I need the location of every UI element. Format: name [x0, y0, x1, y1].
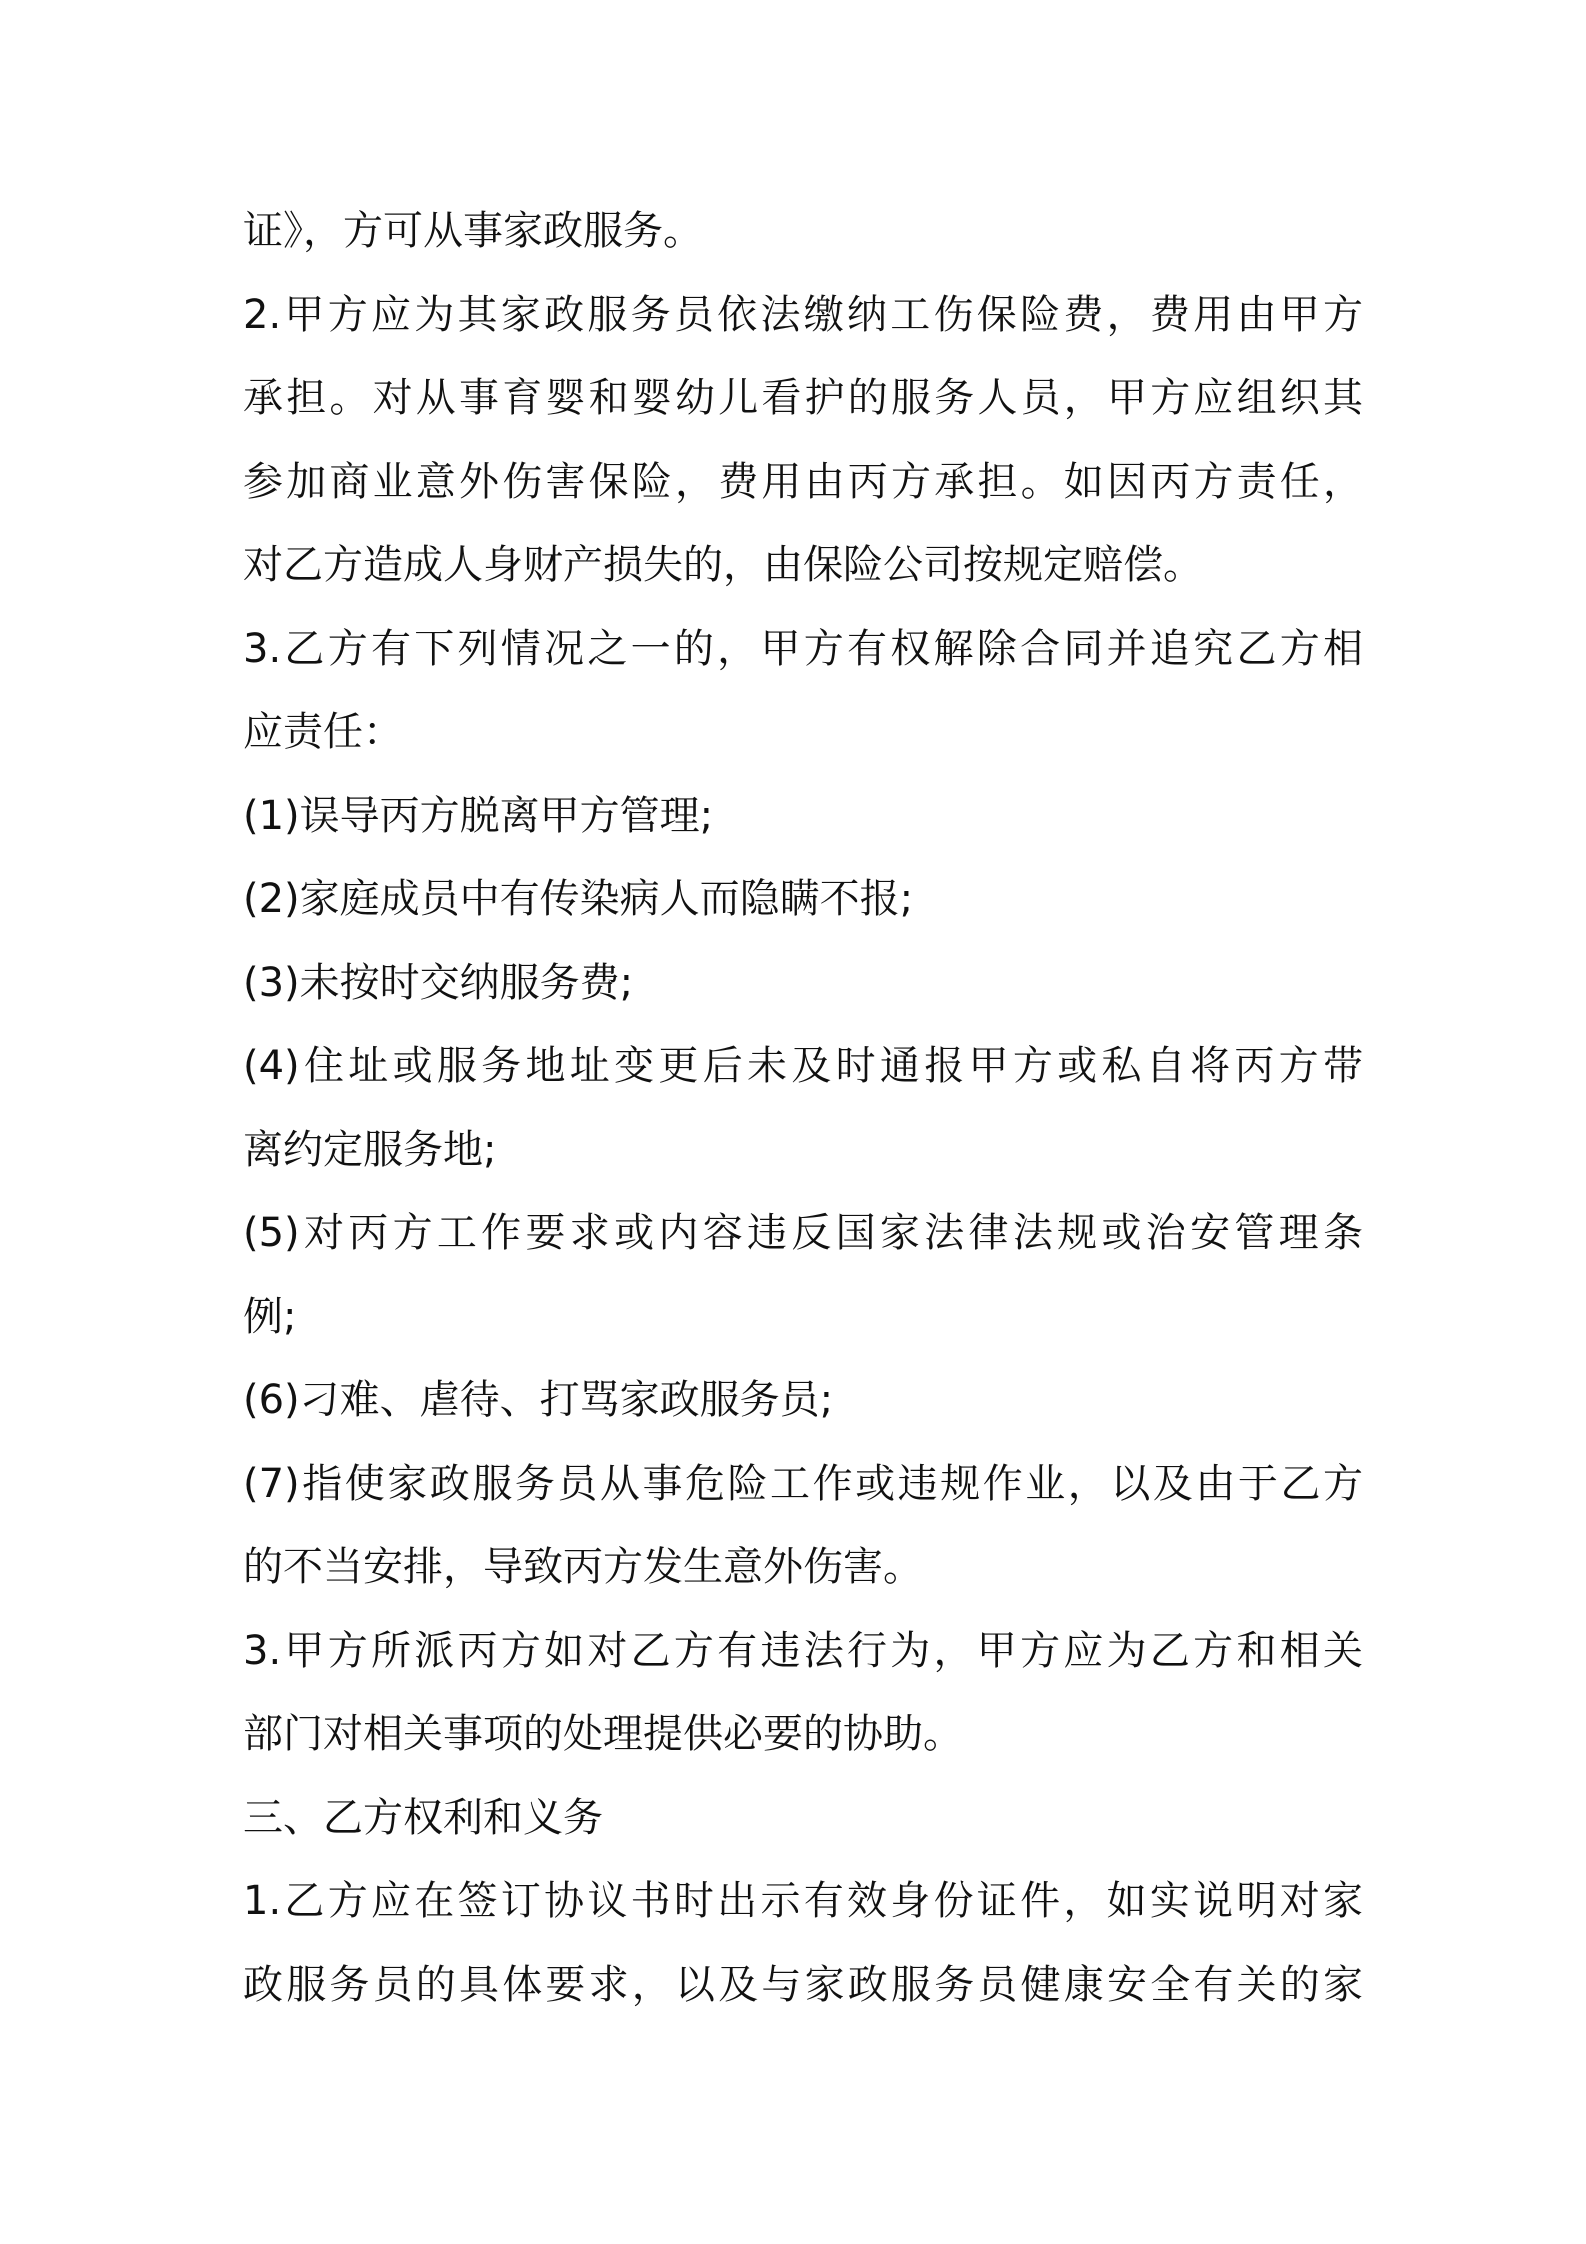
text-line: (6)刁难、虐待、打骂家政服务员;: [243, 1377, 834, 1423]
text-line: 三、乙方权利和义务: [243, 1794, 603, 1841]
text-line: 2.甲方应为其家政服务员依法缴纳工伤保险费，费用由甲方: [243, 291, 1363, 338]
text-line: 3.乙方有下列情况之一的，甲方有权解除合同并追究乙方相: [243, 625, 1363, 672]
text-line: 参加商业意外伤害保险，费用由丙方承担。如因丙方责任，: [243, 458, 1363, 505]
text-line: 政服务员的具体要求，以及与家政服务员健康安全有关的家: [243, 1961, 1363, 2008]
text-line: 离约定服务地;: [243, 1126, 497, 1173]
text-line: 的不当安排，导致丙方发生意外伤害。: [243, 1544, 923, 1590]
text-line: (7)指使家政服务员从事危险工作或违规作业，以及由于乙方: [243, 1460, 1363, 1507]
text-line: 应责任：: [243, 709, 403, 755]
text-line: 3.甲方所派丙方如对乙方有违法行为，甲方应为乙方和相关: [243, 1627, 1363, 1674]
contract-text-body: [243, 190, 1363, 2027]
text-line: 承担。对从事育婴和婴幼儿看护的服务人员，甲方应组织其: [243, 375, 1363, 421]
text-line: 证》，方可从事家政服务。: [243, 208, 703, 254]
text-line: 部门对相关事项的处理提供必要的协助。: [243, 1711, 963, 1757]
text-line: (4)住址或服务地址变更后未及时通报甲方或私自将丙方带: [243, 1043, 1363, 1089]
text-line: (5)对丙方工作要求或内容违反国家法律法规或治安管理条: [243, 1210, 1363, 1256]
text-line: (2)家庭成员中有传染病人而隐瞒不报;: [243, 876, 914, 922]
text-line: 1.乙方应在签订协议书时出示有效身份证件，如实说明对家: [243, 1878, 1363, 1924]
text-line: (3)未按时交纳服务费;: [243, 959, 634, 1006]
text-line: 对乙方造成人身财产损失的，由保险公司按规定赔偿。: [243, 542, 1203, 588]
text-line: 例;: [243, 1293, 297, 1340]
text-line: (1)误导丙方脱离甲方管理;: [243, 792, 714, 839]
